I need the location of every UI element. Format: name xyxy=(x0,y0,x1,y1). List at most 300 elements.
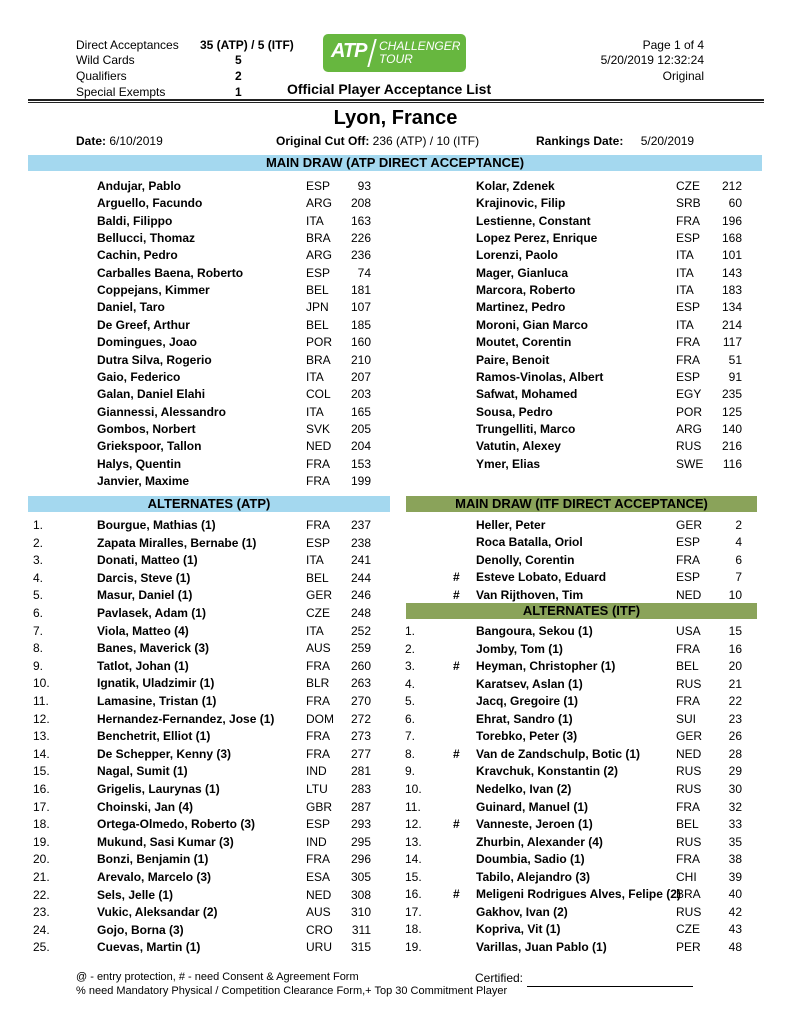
atp-challenger-logo xyxy=(323,34,466,72)
player-name: Ymer, Elias xyxy=(476,456,541,471)
player-rank: 208 xyxy=(350,196,371,211)
report-version: Original xyxy=(662,69,704,83)
player-country: ITA xyxy=(676,248,694,263)
player-country: SVK xyxy=(306,421,331,436)
logo-brand: ATP xyxy=(331,40,367,62)
row-index: 12. xyxy=(405,817,422,832)
player-name: Safwat, Mohamed xyxy=(476,387,578,402)
player-name: Karatsev, Aslan (1) xyxy=(476,676,583,691)
player-name: Cuevas, Martin (1) xyxy=(97,940,201,955)
player-rank: 236 xyxy=(350,248,371,263)
player-row xyxy=(0,195,791,212)
player-name: Roca Batalla, Oriol xyxy=(476,535,583,550)
player-rank: 277 xyxy=(350,746,371,761)
player-country: USA xyxy=(676,624,701,638)
player-rank: 125 xyxy=(721,404,742,419)
player-country: FRA xyxy=(676,213,700,228)
player-name: Mager, Gianluca xyxy=(476,265,569,280)
player-rank: 91 xyxy=(728,369,742,384)
player-country: FRA xyxy=(676,352,700,367)
player-country: SRB xyxy=(676,196,701,211)
player-rank: 140 xyxy=(721,421,742,436)
player-country: SUI xyxy=(676,711,697,726)
row-index: 23. xyxy=(33,905,50,920)
row-index: 10. xyxy=(33,676,50,691)
player-country: FRA xyxy=(306,729,330,744)
player-rank: 248 xyxy=(350,606,371,620)
player-rank: 93 xyxy=(357,179,371,193)
player-row xyxy=(0,178,791,195)
player-row xyxy=(0,213,791,230)
player-rank: 295 xyxy=(350,834,371,849)
logo-line2: TOUR xyxy=(379,52,413,66)
player-country: IND xyxy=(306,834,327,849)
footer-legend-2: % need Mandatory Physical / Competition Clearance Form,+ Top 30 Commitment Player xyxy=(76,985,508,997)
player-name: Moutet, Corentin xyxy=(476,335,572,350)
logo-separator xyxy=(367,39,377,67)
date-value: 6/10/2019 xyxy=(109,134,163,148)
tournament-city: Lyon, France xyxy=(333,107,458,129)
row-index: 1. xyxy=(33,518,44,532)
player-name: Bangoura, Sekou (1) xyxy=(476,624,593,638)
player-country: RUS xyxy=(676,676,702,691)
player-rank: 212 xyxy=(721,179,742,193)
player-name: Ignatik, Uladzimir (1) xyxy=(97,676,215,691)
stat-label: Qualifiers xyxy=(76,69,127,83)
consent-mark: # xyxy=(453,746,460,761)
player-rank: 214 xyxy=(721,317,742,332)
player-rank: 315 xyxy=(350,940,371,955)
stat-label: Wild Cards xyxy=(76,53,135,67)
player-rank: 205 xyxy=(350,421,371,436)
player-name: Bonzi, Benjamin (1) xyxy=(97,852,209,867)
player-country: GER xyxy=(676,729,703,744)
player-row xyxy=(0,676,791,693)
player-rank: 310 xyxy=(350,905,371,920)
player-country: ARG xyxy=(676,421,703,436)
player-country: COL xyxy=(306,387,331,402)
player-country: ESP xyxy=(306,817,331,832)
player-country: CZE xyxy=(676,179,700,193)
section-main-itf: MAIN DRAW (ITF DIRECT ACCEPTANCE) xyxy=(406,496,757,512)
row-index: 16. xyxy=(405,887,422,902)
player-name: Mukund, Sasi Kumar (3) xyxy=(97,834,234,849)
player-rank: 183 xyxy=(721,283,742,298)
player-country: DOM xyxy=(306,711,334,726)
player-name: Martinez, Pedro xyxy=(476,300,566,315)
section-main-atp: MAIN DRAW (ATP DIRECT ACCEPTANCE) xyxy=(28,155,762,171)
player-name: Coppejans, Kimmer xyxy=(97,283,210,298)
player-rank: 134 xyxy=(721,300,742,315)
player-name: Lamasine, Tristan (1) xyxy=(97,694,217,708)
stat-value: 5 xyxy=(235,53,242,67)
player-name: Trungelliti, Marco xyxy=(476,421,576,436)
player-name: Vanneste, Jeroen (1) xyxy=(476,817,593,832)
player-rank: 42 xyxy=(728,904,742,919)
player-name: Sels, Jelle (1) xyxy=(97,887,174,902)
player-country: ESP xyxy=(676,231,701,246)
row-index: 18. xyxy=(405,922,422,937)
player-row xyxy=(0,438,791,455)
player-country: FRA xyxy=(306,473,330,488)
player-rank: 181 xyxy=(350,283,371,298)
player-rank: 246 xyxy=(350,588,371,603)
player-name: Heller, Peter xyxy=(476,518,546,532)
player-rank: 216 xyxy=(721,439,742,454)
player-country: FRA xyxy=(306,518,330,532)
player-rank: 241 xyxy=(350,553,371,568)
player-country: CRO xyxy=(306,922,333,937)
player-name: Tabilo, Alejandro (3) xyxy=(476,869,591,884)
row-index: 2. xyxy=(33,535,44,550)
report-datetime: 5/20/2019 12:32:24 xyxy=(600,53,704,67)
row-index: 19. xyxy=(33,834,50,849)
player-rank: 32 xyxy=(728,799,742,814)
player-rank: 74 xyxy=(357,265,371,280)
tournament-date xyxy=(76,134,163,148)
player-rank: 28 xyxy=(728,746,742,761)
player-country: GER xyxy=(676,518,703,532)
document-title: Official Player Acceptance List xyxy=(287,81,492,97)
player-name: Doumbia, Sadio (1) xyxy=(476,852,585,867)
player-name: De Schepper, Kenny (3) xyxy=(97,746,232,761)
player-country: BRA xyxy=(306,352,331,367)
player-country: ARG xyxy=(306,248,333,263)
player-rank: 26 xyxy=(728,729,742,744)
row-index: 11. xyxy=(33,694,49,708)
player-rank: 237 xyxy=(350,518,371,532)
player-country: FRA xyxy=(306,658,330,673)
row-index: 12. xyxy=(33,711,50,726)
stat-value: 1 xyxy=(235,85,242,99)
player-name: Baldi, Filippo xyxy=(97,213,173,228)
row-index: 3. xyxy=(33,553,44,568)
player-country: ITA xyxy=(306,404,324,419)
player-name: Arevalo, Marcelo (3) xyxy=(97,870,212,884)
player-country: ESP xyxy=(676,300,701,315)
player-row xyxy=(0,763,791,780)
row-index: 6. xyxy=(405,711,416,726)
player-country: AUS xyxy=(306,905,331,920)
player-country: ITA xyxy=(676,283,694,298)
player-country: BEL xyxy=(306,570,329,585)
player-country: BEL xyxy=(306,283,329,298)
player-name: Pavlasek, Adam (1) xyxy=(97,606,206,620)
row-index: 7. xyxy=(405,729,416,744)
player-rank: 160 xyxy=(350,335,371,350)
player-row xyxy=(0,658,791,675)
section-alt-itf: ALTERNATES (ITF) xyxy=(406,603,757,619)
player-rank: 293 xyxy=(350,817,371,832)
row-index: 1. xyxy=(405,624,416,638)
player-rank: 305 xyxy=(350,870,371,884)
player-country: CZE xyxy=(306,606,330,620)
player-name: Masur, Daniel (1) xyxy=(97,588,193,603)
row-index: 17. xyxy=(405,904,422,919)
player-row xyxy=(0,728,791,745)
player-rank: 168 xyxy=(721,231,742,246)
player-row xyxy=(0,781,791,798)
row-index: 21. xyxy=(33,870,50,884)
player-rank: 6 xyxy=(735,552,742,567)
player-name: Sousa, Pedro xyxy=(476,404,553,419)
player-row xyxy=(0,421,791,438)
row-index: 4. xyxy=(33,570,44,585)
player-row xyxy=(0,816,791,833)
player-name: Vatutin, Alexey xyxy=(476,439,561,454)
player-row xyxy=(0,746,791,763)
player-row xyxy=(0,352,791,369)
player-row xyxy=(0,605,791,622)
player-name: Bourgue, Mathias (1) xyxy=(97,518,216,532)
player-row xyxy=(0,939,791,956)
player-rank: 185 xyxy=(350,317,371,332)
player-name: Viola, Matteo (4) xyxy=(97,623,189,638)
player-country: ESP xyxy=(676,570,701,585)
row-index: 14. xyxy=(33,746,50,761)
player-rank: 260 xyxy=(350,658,371,673)
player-name: Dutra Silva, Rogerio xyxy=(97,352,212,367)
player-name: Vukic, Aleksandar (2) xyxy=(97,905,218,920)
player-name: Daniel, Taro xyxy=(97,300,165,315)
player-name: Gakhov, Ivan (2) xyxy=(476,904,568,919)
player-row xyxy=(0,711,791,728)
cut-off xyxy=(276,134,479,148)
player-name: Van de Zandschulp, Botic (1) xyxy=(476,746,641,761)
player-row xyxy=(0,473,791,490)
row-index: 2. xyxy=(405,641,416,656)
player-rank: 60 xyxy=(728,196,742,211)
consent-mark: # xyxy=(453,817,460,832)
player-country: PER xyxy=(676,939,701,954)
player-name: Janvier, Maxime xyxy=(97,473,190,488)
player-country: FRA xyxy=(306,852,330,867)
player-row xyxy=(0,587,791,604)
player-country: ARG xyxy=(306,196,333,211)
player-name: Kravchuk, Konstantin (2) xyxy=(476,764,619,779)
player-country: ITA xyxy=(306,623,324,638)
stat-value: 35 (ATP) / 5 (ITF) xyxy=(200,38,294,52)
player-rank: 296 xyxy=(350,852,371,867)
player-row xyxy=(0,799,791,816)
player-row xyxy=(0,317,791,334)
player-country: NED xyxy=(306,439,332,454)
player-country: FRA xyxy=(676,335,700,350)
consent-mark: # xyxy=(453,570,460,585)
player-rank: 48 xyxy=(728,939,742,954)
player-rank: 235 xyxy=(721,387,742,402)
player-country: ESP xyxy=(306,265,331,280)
player-row xyxy=(0,851,791,868)
row-index: 9. xyxy=(405,764,416,779)
player-name: Meligeni Rodrigues Alves, Felipe (2) xyxy=(476,887,681,902)
player-name: Arguello, Facundo xyxy=(97,196,203,211)
player-country: ITA xyxy=(306,213,324,228)
date-label: Date: xyxy=(76,134,107,148)
player-name: Grigelis, Laurynas (1) xyxy=(97,782,220,796)
section-alt-atp: ALTERNATES (ATP) xyxy=(28,496,390,512)
player-rank: 23 xyxy=(728,711,742,726)
row-index: 17. xyxy=(33,799,50,814)
player-country: ESP xyxy=(676,535,701,550)
player-name: Donati, Matteo (1) xyxy=(97,553,198,568)
consent-mark: # xyxy=(453,587,460,602)
player-country: JPN xyxy=(306,300,329,315)
certified-signature-line xyxy=(527,986,693,987)
row-index: 15. xyxy=(405,869,422,884)
player-country: CZE xyxy=(676,922,700,937)
row-index: 25. xyxy=(33,940,50,955)
page-number: Page 1 of 4 xyxy=(642,38,704,52)
player-country: ITA xyxy=(676,317,694,332)
player-country: RUS xyxy=(676,439,702,454)
player-name: Nagal, Sumit (1) xyxy=(97,764,188,779)
player-country: ITA xyxy=(306,553,324,568)
player-country: SWE xyxy=(676,456,704,471)
player-country: BEL xyxy=(676,817,699,832)
player-rank: 101 xyxy=(721,248,742,263)
player-country: RUS xyxy=(676,781,702,796)
player-name: Darcis, Steve (1) xyxy=(97,570,191,585)
row-index: 4. xyxy=(405,676,416,691)
player-row xyxy=(0,517,791,534)
player-name: Guinard, Manuel (1) xyxy=(476,799,589,814)
player-country: ESP xyxy=(306,179,331,193)
player-rank: 204 xyxy=(350,439,371,454)
player-country: IND xyxy=(306,764,327,779)
player-name: Nedelko, Ivan (2) xyxy=(476,781,572,796)
player-country: ESP xyxy=(306,535,331,550)
player-country: EGY xyxy=(676,387,702,402)
player-name: Andujar, Pablo xyxy=(97,179,182,193)
row-index: 11. xyxy=(405,799,421,814)
player-rank: 308 xyxy=(350,887,371,902)
player-country: CHI xyxy=(676,869,697,884)
row-index: 14. xyxy=(405,852,422,867)
player-country: FRA xyxy=(676,852,700,867)
player-country: RUS xyxy=(676,834,702,849)
player-row xyxy=(0,230,791,247)
row-index: 5. xyxy=(33,588,44,603)
player-country: FRA xyxy=(676,799,700,814)
player-country: BRA xyxy=(306,231,331,246)
player-rank: 272 xyxy=(350,711,371,726)
row-index: 8. xyxy=(33,641,44,656)
player-rank: 38 xyxy=(728,852,742,867)
player-rank: 10 xyxy=(728,587,742,602)
player-name: Benchetrit, Elliot (1) xyxy=(97,729,211,744)
player-rank: 196 xyxy=(721,213,742,228)
row-index: 19. xyxy=(405,939,422,954)
player-rank: 259 xyxy=(350,641,371,656)
player-name: Hernandez-Fernandez, Jose (1) xyxy=(97,711,275,726)
player-country: ESP xyxy=(676,369,701,384)
player-rank: 207 xyxy=(350,369,371,384)
player-country: FRA xyxy=(306,694,330,708)
player-country: RUS xyxy=(676,764,702,779)
player-row xyxy=(0,623,791,640)
player-rank: 7 xyxy=(735,570,742,585)
player-name: Ortega-Olmedo, Roberto (3) xyxy=(97,817,256,832)
player-name: Zapata Miralles, Bernabe (1) xyxy=(97,535,257,550)
player-row xyxy=(0,386,791,403)
row-index: 3. xyxy=(405,659,416,674)
player-country: NED xyxy=(306,887,332,902)
row-index: 13. xyxy=(405,834,422,849)
player-row xyxy=(0,247,791,264)
row-index: 10. xyxy=(405,781,422,796)
player-row xyxy=(0,282,791,299)
player-name: Lopez Perez, Enrique xyxy=(476,231,598,246)
player-name: Bellucci, Thomaz xyxy=(97,231,196,246)
row-index: 16. xyxy=(33,782,50,796)
player-country: ESA xyxy=(306,870,331,884)
player-rank: 163 xyxy=(350,213,371,228)
player-row xyxy=(0,534,791,551)
player-rank: 51 xyxy=(728,352,742,367)
player-rank: 16 xyxy=(728,641,742,656)
player-country: BEL xyxy=(676,659,699,674)
header-divider xyxy=(28,99,764,103)
player-rank: 20 xyxy=(728,659,742,674)
player-rank: 199 xyxy=(350,473,371,488)
player-rank: 4 xyxy=(735,535,742,550)
player-rank: 107 xyxy=(350,300,371,315)
player-country: FRA xyxy=(306,746,330,761)
player-country: GER xyxy=(306,588,333,603)
player-row xyxy=(0,886,791,903)
player-name: Paire, Benoit xyxy=(476,352,550,367)
certified-label: Certified: xyxy=(475,971,524,985)
player-rank: 281 xyxy=(350,764,371,779)
player-country: POR xyxy=(306,335,333,350)
player-rank: 263 xyxy=(350,676,371,691)
player-name: Galan, Daniel Elahi xyxy=(97,387,206,402)
player-name: Lorenzi, Paolo xyxy=(476,248,559,263)
player-country: FRA xyxy=(676,641,700,656)
player-name: Ehrat, Sandro (1) xyxy=(476,711,573,726)
player-rank: 311 xyxy=(351,922,371,937)
row-index: 24. xyxy=(33,922,50,937)
player-rank: 40 xyxy=(728,887,742,902)
player-rank: 143 xyxy=(721,265,742,280)
player-country: FRA xyxy=(306,456,330,471)
player-rank: 21 xyxy=(728,676,742,691)
player-rank: 30 xyxy=(728,781,742,796)
player-row xyxy=(0,369,791,386)
player-rank: 203 xyxy=(350,387,371,402)
player-row xyxy=(0,552,791,569)
player-name: Marcora, Roberto xyxy=(476,283,576,298)
player-country: AUS xyxy=(306,641,331,656)
player-name: Moroni, Gian Marco xyxy=(476,317,589,332)
player-row xyxy=(0,904,791,921)
player-name: De Greef, Arthur xyxy=(97,317,190,332)
player-name: Lestienne, Constant xyxy=(476,213,591,228)
player-rank: 270 xyxy=(350,694,371,708)
player-country: FRA xyxy=(676,694,700,709)
rankings-value: 5/20/2019 xyxy=(640,134,695,148)
player-name: Cachin, Pedro xyxy=(97,248,178,263)
player-row xyxy=(0,921,791,938)
player-name: Ramos-Vinolas, Albert xyxy=(476,369,604,384)
row-index: 13. xyxy=(33,729,50,744)
row-index: 22. xyxy=(33,887,50,902)
logo-line1: CHALLENGER xyxy=(379,39,461,53)
player-country: NED xyxy=(676,746,702,761)
player-rank: 43 xyxy=(728,922,742,937)
player-rank: 29 xyxy=(728,764,742,779)
